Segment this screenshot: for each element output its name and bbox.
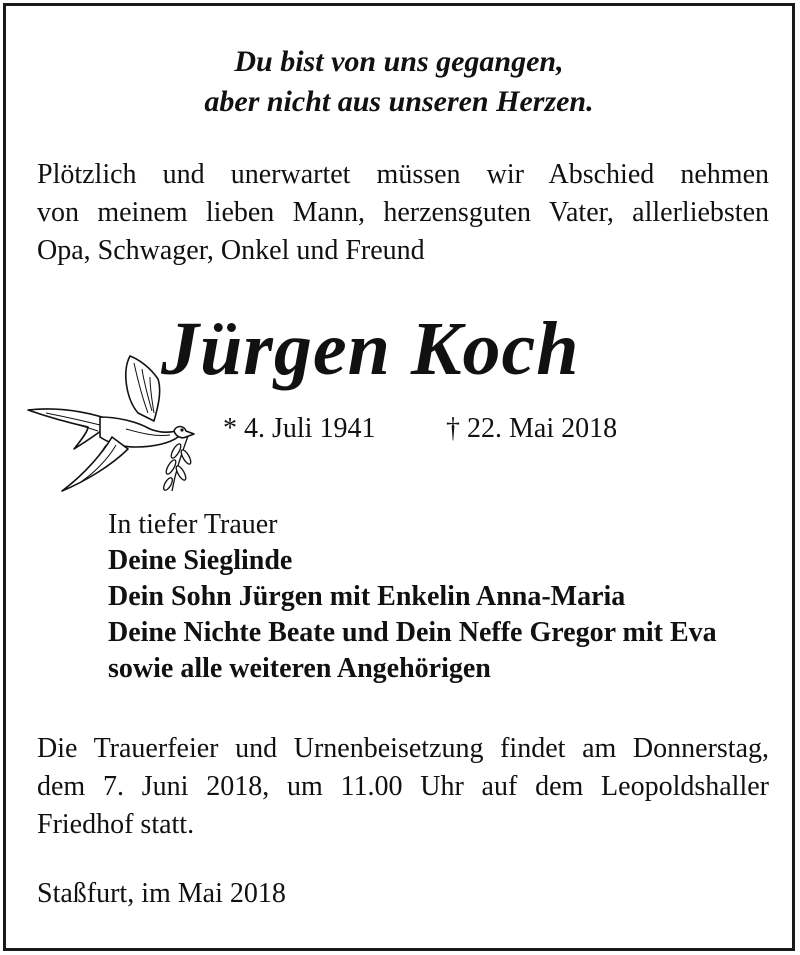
obituary-card [3,3,795,951]
mourner-line: sowie alle weiteren Angehörigen [108,653,491,684]
funeral-line-1: Die Trauerfeier und Urnenbeisetzung findet am Donnerstag, [37,733,769,764]
mourner-line: Dein Sohn Jürgen mit Enkelin Anna-Maria [108,581,626,612]
deceased-name: Jürgen Koch [161,307,580,391]
funeral-paragraph [37,730,769,844]
death-date: † 22. Mai 2018 [446,413,618,444]
birth-date: * 4. Juli 1941 [223,413,376,444]
intro-line-1: Plötzlich und unerwartet müssen wir Abschied nehmen [37,159,769,190]
intro-line-2: von meinem lieben Mann, herzensguten Vater, allerliebsten [37,197,769,228]
mourner-line: Deine Sieglinde [108,545,293,576]
motto-line-1: Du bist von uns gegangen, [234,45,564,78]
place-date: Staßfurt, im Mai 2018 [37,878,286,909]
funeral-line-2: dem 7. Juni 2018, um 11.00 Uhr auf dem Leopoldshaller [37,771,769,802]
motto-line-2: aber nicht aus unseren Herzen. [204,85,594,118]
funeral-line-3: Friedhof statt. [37,809,195,840]
mourning-heading: In tiefer Trauer [108,509,278,540]
intro-line-3: Opa, Schwager, Onkel und Freund [37,235,425,266]
mourner-line: Deine Nichte Beate und Dein Neffe Gregor mit Eva [108,617,717,648]
intro-paragraph [37,156,769,270]
